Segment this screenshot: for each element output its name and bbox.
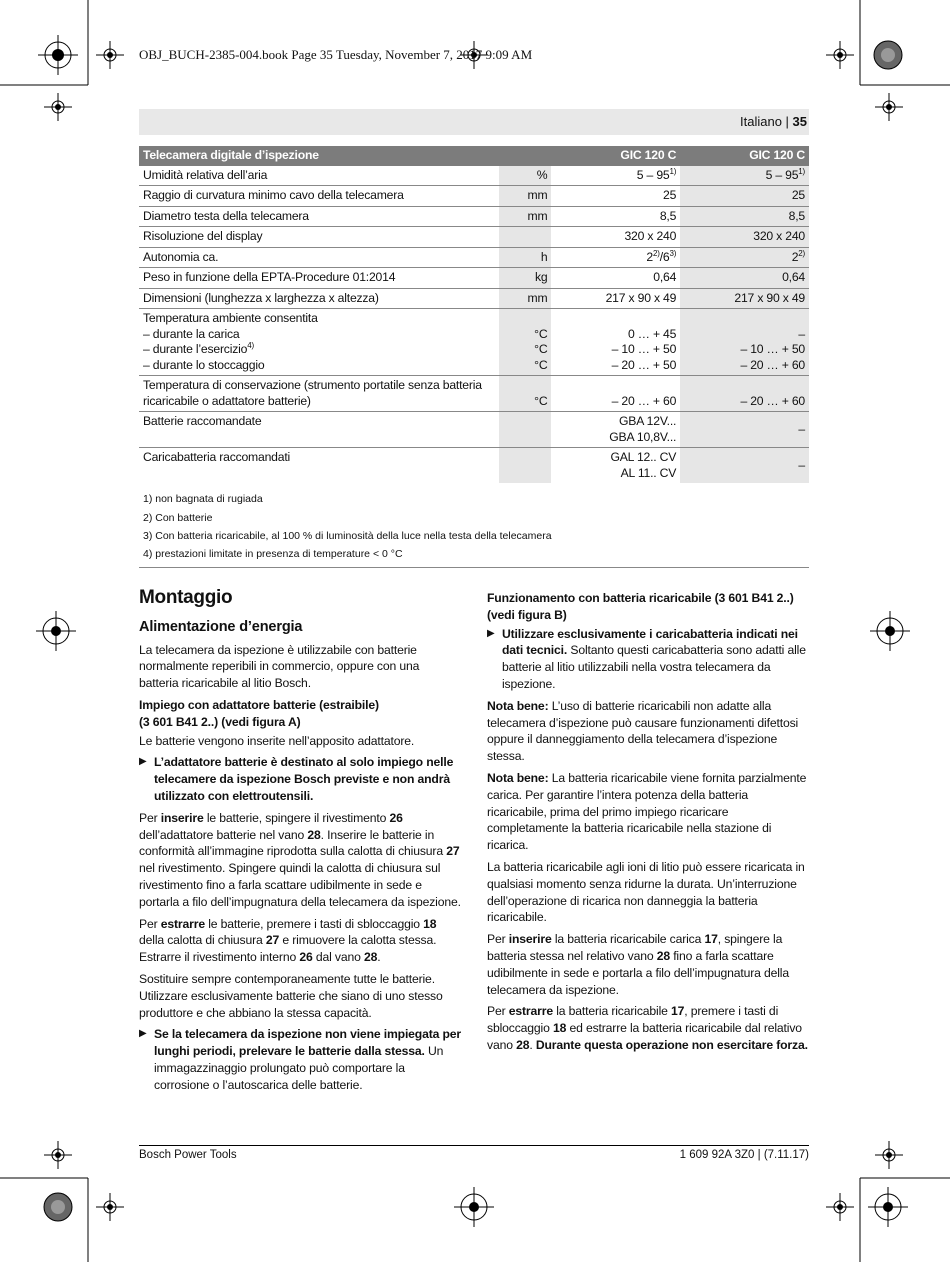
triangle-bullet-icon: ▶ [487,627,495,639]
warning-bullet [139,1026,461,1093]
temp-sub-storage: – durante lo stoccaggio [143,357,265,372]
bold-text: estrarre [508,1004,553,1019]
paragraph [139,810,461,911]
footnote-4: 4) prestazioni limitate in presenza di temperature < 0 °C [143,548,403,560]
value-text: – 10 … + 50 [740,342,805,356]
target-mark-bl1 [44,1141,72,1169]
table-row-storage-temp [139,376,809,412]
paragraph: La batteria ricaricabile agli ioni di litio può essere ricaricata in qualsiasi momento senza ridurne la durata. Un’interruzione dell’operazione di ricarica non danneggia la batteria ricaricabile. [487,859,805,925]
target-mark-l-mid [36,611,76,651]
file-header: OBJ_BUCH-2385-004.book Page 35 Tuesday, November 7, 2017 9:09 AM [139,47,533,62]
row-value-2: – [680,412,809,448]
text: Per [139,810,161,825]
temp-sub-operation-text: – durante l’esercizio [143,342,248,356]
bold-text: 17 [671,1004,685,1019]
row-label: Raggio di curvatura minimo cavo della telecamera [139,186,499,207]
text: Per [139,916,161,931]
subheading-line: (3 601 B41 2..) (vedi figura A) [139,714,301,729]
bullet-text: Soltanto questi caricabatteria sono adatti alle batterie al litio utilizzabili nella vostra telecamera da ispezione. [502,643,806,691]
row-value-1: 8,5 [551,206,680,227]
row-value-1 [551,376,680,412]
text: fino a farla scattare udibilmente in sede e portarla a filo dell’impugnatura della telecamera da ispezione. [487,948,789,997]
row-label: Peso in funzione della EPTA-Procedure 01:2014 [139,268,499,289]
row-value-2: 8,5 [680,206,809,227]
bold-text: 28 [516,1037,530,1052]
value-text: 5 – 95 [636,167,670,182]
value-text: /6 [659,249,670,264]
table-header-unit [499,146,551,166]
row-label [139,376,499,412]
subheading [139,697,461,731]
target-mark-br1 [875,1141,903,1169]
bold-text: 26 [299,950,313,965]
label-line: ricaricabile o adattatore batterie) [143,393,311,408]
table-row [139,166,809,186]
table-row-chargers [139,448,809,484]
bold-text: 27 [265,933,280,948]
text: , premere i tasti di sbloccaggio [487,1004,779,1036]
footnote-ref: 2) [798,248,805,258]
row-value-2: 320 x 240 [680,227,809,248]
table-row [139,268,809,289]
value-text: AL 11.. CV [620,465,677,480]
footnote-ref: 1) [669,166,677,176]
row-unit: mm [499,288,551,309]
row-value-2 [680,247,809,268]
row-value-2: 25 [680,186,809,207]
color-wheel-tr [874,41,902,69]
row-unit: mm [499,186,551,207]
subheading-line: Impiego con adattatore batterie (estraibile) [139,697,379,712]
bold-text: Nota bene: [487,770,549,785]
triangle-bullet-icon: ▶ [139,1028,147,1040]
row-value-1: 0,64 [551,268,680,289]
bold-text: estrarre [160,916,205,931]
bullet-text: L’adattatore batterie è destinato al solo impiego nelle telecamere da ispezione Bosch previste e non andrà utilizzato con elettroutensili. [154,755,454,803]
text: la batteria ricaricabile carica [551,932,705,947]
color-wheel-bl [44,1193,72,1221]
label-line: Temperatura di conservazione (strumento portatile senza batteria [143,378,482,392]
page-sep: | [781,114,793,129]
row-value-1 [551,309,680,376]
text: , spingere la batteria stessa nel relativo vano [487,932,783,963]
paragraph [487,698,809,765]
page-label [740,114,807,129]
bold-text: 27 [446,844,460,859]
table-row [139,186,809,207]
text: dell’adattatore batterie nel vano [139,827,308,842]
row-unit [499,376,551,412]
row-label [139,309,499,376]
footnote-3: 3) Con batteria ricaricabile, al 100 % di luminosità della luce nella testa della telecamera [143,530,552,542]
text: La batteria ricaricabile viene fornita parzialmente carica. Per garantire l’intera potenza della batteria ricaricabile, prima del primo impiego ricaricare completamente la batteria ricaricabile nella stazione di ricarica. [487,770,807,853]
row-label: Umidità relativa dell’aria [139,166,499,186]
unit-c: °C [534,357,548,372]
paragraph [487,1003,809,1053]
row-label: Diametro testa della telecamera [139,206,499,227]
bullet-bold-text: Utilizzare esclusivamente i caricabatteria indicati nei dati tecnici. [502,626,798,658]
row-value-1: 25 [551,186,680,207]
row-value-1: 217 x 90 x 49 [551,288,680,309]
table-row-batteries [139,412,809,448]
table-header-title: Telecamera digitale d’ispezione [139,146,499,166]
text: L’uso di batterie ricaricabili non adatte alla telecamera d’ispezione può causare funzionamenti difettosi oppure il danneggiamento della telecamera d’ispezione stessa. [487,698,799,764]
text: le batterie, premere i tasti di sbloccaggio [204,916,424,931]
temp-sub-operation [143,342,495,358]
table-row [139,206,809,227]
row-value-1 [551,412,680,448]
row-label: Risoluzione del display [139,227,499,248]
table-row [139,247,809,268]
paragraph [139,916,461,966]
row-value-1 [551,448,680,484]
paragraph: Le batterie vengono inserite nell’apposito adattatore. [139,733,415,748]
target-mark-br2 [826,1193,854,1221]
footnote-ref: 1) [798,166,805,176]
text: Per [487,1004,509,1019]
row-value-2: – [680,448,809,484]
row-value-1 [551,247,680,268]
row-value-1 [551,166,680,186]
footnote-ref: 2) [653,248,660,258]
text: . [377,950,381,965]
bullet-text: Un immagazzinaggio prolungato può comportare la corrosione o l’autoscarica delle batterie. [154,1044,444,1092]
table-header-model-1: GIC 120 C [551,146,680,166]
row-label: Dimensioni (lunghezza x larghezza x altezza) [139,288,499,309]
paragraph [487,770,809,854]
value-text: – 20 … + 60 [740,393,805,408]
table-header-model-2: GIC 120 C [680,146,809,166]
bold-text: 28 [363,950,378,965]
target-mark-r1 [875,93,903,121]
row-value-2 [680,309,809,376]
table-row [139,227,809,248]
text: e rimuovere la calotta stessa. Estrarre il rivestimento interno [139,933,437,965]
footnote-2: 2) Con batterie [143,512,213,524]
value-text: – 20 … + 50 [611,357,677,372]
value-text: 2 [791,249,799,264]
target-mark-bl2 [96,1193,124,1221]
warning-bullet [487,626,809,693]
text: della calotta di chiusura [139,933,266,948]
temp-label: Temperatura ambiente consentita [143,311,318,325]
page-label-bar [139,109,809,135]
table-row-temperature [139,309,809,376]
bold-text: Nota bene: [487,698,549,713]
row-unit [499,227,551,248]
row-value-1: 320 x 240 [551,227,680,248]
value-text: – 10 … + 50 [611,342,677,356]
value-text: 5 – 95 [765,167,799,182]
target-mark-tr1 [826,41,854,69]
text: . Inserire le batterie in conformità all’immagine riprodotta sulla calotta di chiusura [139,827,447,859]
bold-text: inserire [508,932,552,947]
right-column [487,590,809,1059]
row-unit: h [499,247,551,268]
row-unit [499,309,551,376]
value-text: – 20 … + 60 [611,393,677,408]
bullet-bold-text: Se la telecamera da ispezione non viene impiegata per lunghi periodi, prelevare le batterie dalla stessa. [154,1027,462,1059]
value-text: 0 … + 45 [628,326,677,341]
table-row [139,288,809,309]
target-mark-l1 [44,93,72,121]
value-text: GBA 12V... [619,414,677,428]
subsection-title: Alimentazione d’energia [139,618,303,635]
target-mark-tl [38,35,78,75]
subheading-line: (vedi figura B) [487,607,567,622]
row-unit [499,412,551,448]
row-value-2: 0,64 [680,268,809,289]
text: le batterie, spingere il rivestimento [203,810,390,825]
text: dal vano [312,950,364,965]
triangle-bullet-icon: ▶ [139,756,147,768]
row-unit: % [499,166,551,186]
bold-text: 17 [704,932,718,947]
text: ed estrarre la batteria ricaricabile dal relativo vano [487,1021,802,1052]
left-column [139,587,462,1099]
row-unit [499,448,551,484]
paragraph: La telecamera da ispezione è utilizzabile con batterie normalmente reperibili in commercio, oppure con una batteria ricaricabile al litio Bosch. [139,642,420,691]
footer-rule [139,1145,809,1146]
row-label: Batterie raccomandate [139,412,499,448]
row-label: Caricabatteria raccomandati [143,450,291,464]
row-unit: kg [499,268,551,289]
text: Per [487,932,509,947]
unit-c: °C [534,342,548,356]
bold-text: 28 [307,827,321,842]
target-mark-bottom-mid [454,1187,494,1227]
row-value-2: 217 x 90 x 49 [680,288,809,309]
text: nel rivestimento. Spingere quindi la calotta di chiusura sul rivestimento fino a farla scattare udibilmente in sede e portarla a filo dell’impugnatura della telecamera da ispezione. [139,861,461,909]
bold-text: 26 [389,810,403,825]
footnote-rule [139,567,809,568]
value-text: – 20 … + 60 [740,357,805,372]
footnote-1: 1) non bagnata di rugiada [143,493,263,505]
row-value-2 [680,376,809,412]
bold-text: 18 [423,916,437,931]
value-text: GAL 12.. CV [610,450,677,464]
value-text: GBA 10,8V... [609,429,677,444]
bold-text: Durante questa operazione non esercitare forza. [535,1037,808,1052]
target-mark-br3 [868,1187,908,1227]
bold-text: 28 [656,948,670,963]
subheading-line: Funzionamento con batteria ricaricabile (3 601 B41 2..) [487,591,794,605]
footnote-ref: 3) [669,248,677,258]
target-mark-tl2 [96,41,124,69]
value-text: – [798,326,805,341]
page-language: Italiano [740,114,782,129]
subheading [487,590,809,624]
target-mark-r-mid [870,611,910,651]
text: . [529,1037,536,1052]
unit-c: °C [534,393,548,408]
footer-doc-number: 1 609 92A 3Z0 | (7.11.17) [679,1149,809,1161]
section-title: Montaggio [139,587,233,608]
warning-bullet [139,754,461,804]
paragraph [487,931,809,998]
bold-text: 18 [552,1021,567,1036]
row-unit: mm [499,206,551,227]
text: la batteria ricaricabile [552,1004,671,1019]
unit-c: °C [534,326,548,341]
technical-data-table [139,146,809,483]
footer-brand: Bosch Power Tools [139,1149,237,1161]
footnote-ref: 4) [247,341,254,350]
row-value-2 [680,166,809,186]
bold-text: inserire [160,810,204,825]
row-label: Autonomia ca. [139,247,499,268]
temp-sub-charge: – durante la carica [143,326,240,341]
value-text: 2 [646,249,653,264]
page-number: 35 [792,114,807,129]
table-header-row [139,146,809,166]
paragraph: Sostituire sempre contemporaneamente tutte le batterie. Utilizzare esclusivamente batterie che siano di uno stesso produttore e che abbiano la stessa capacità. [139,971,443,1020]
